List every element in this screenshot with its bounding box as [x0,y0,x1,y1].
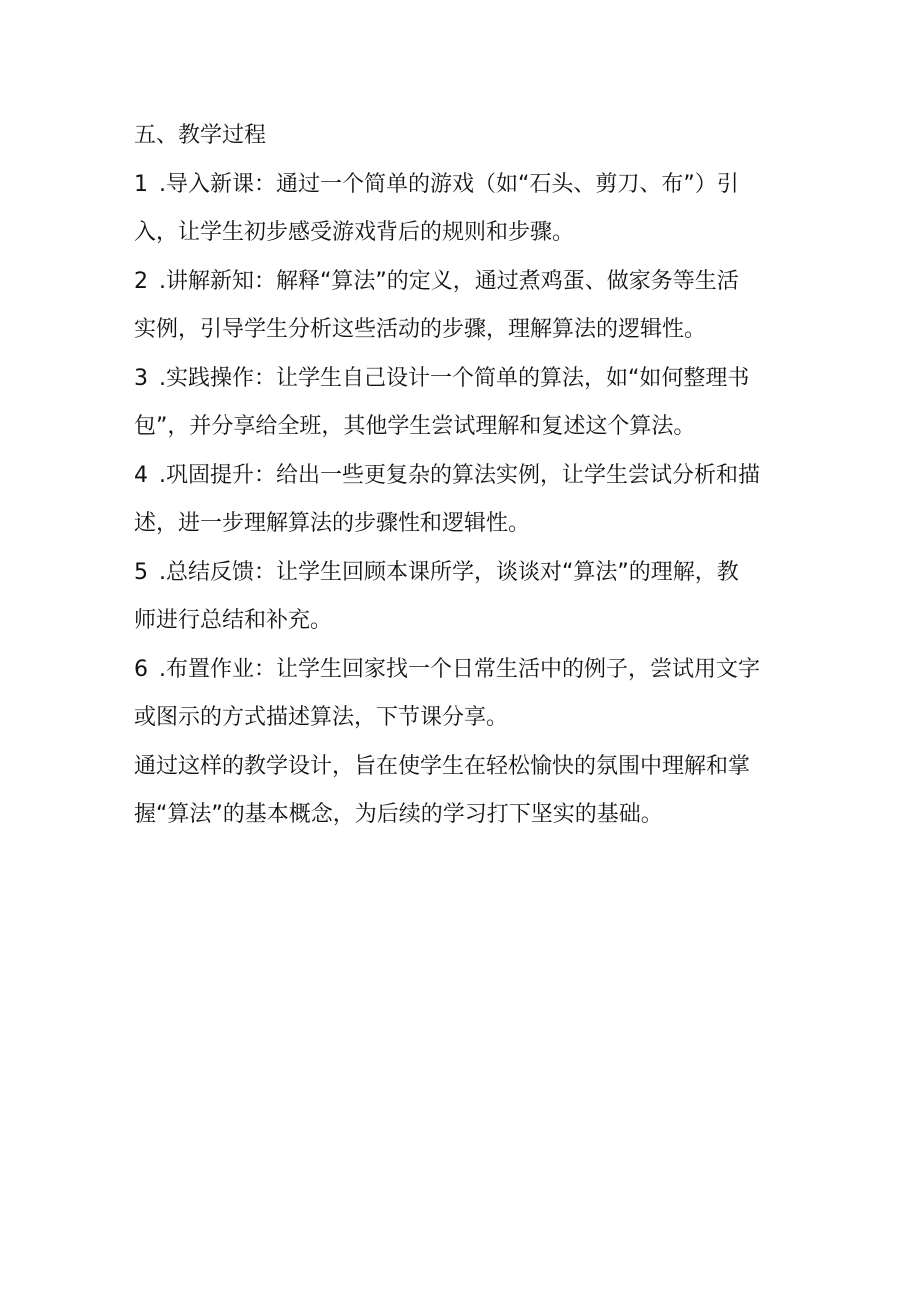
step-line [134,549,794,598]
step-continuation: 入，让学生初步感受游戏背后的规则和步骤。 [134,220,575,245]
step-number: 3 [134,365,148,391]
conclusion-paragraph [134,743,794,840]
step-text: .布置作业：让学生回家找一个日常生活中的例子，尝试用文字 [152,656,760,682]
step-item [134,258,794,355]
conclusion-line: 握“算法”的基本概念，为后续的学习打下坚实的基础。 [134,802,663,827]
step-continuation: 述，进一步理解算法的步骤性和逻辑性。 [134,511,531,536]
step-number: 1 [134,171,148,197]
conclusion-line: 通过这样的教学设计，旨在使学生在轻松愉快的氛围中理解和掌 [134,753,751,779]
step-item [134,452,794,549]
step-item [134,549,794,646]
step-line [134,452,794,501]
step-item [134,646,794,743]
step-number: 4 [134,462,148,488]
step-text: .实践操作：让学生自己设计一个简单的算法，如“如何整理书 [152,365,750,391]
step-item [134,161,794,258]
step-line [134,161,794,210]
step-number: 5 [134,559,148,585]
document-body [134,112,794,840]
step-text: .讲解新知：解释“算法”的定义，通过煮鸡蛋、做家务等生活 [152,268,739,294]
step-number: 2 [134,268,148,294]
step-item [134,355,794,452]
step-text: .巩固提升：给出一些更复杂的算法实例，让学生尝试分析和描 [152,462,760,488]
step-number: 6 [134,656,148,682]
step-line [134,355,794,404]
step-text: .导入新课：通过一个简单的游戏（如“石头、剪刀、布”）引 [152,171,739,197]
step-continuation: 或图示的方式描述算法，下节课分享。 [134,705,509,730]
step-continuation: 包”，并分享给全班，其他学生尝试理解和复述这个算法。 [134,414,696,439]
step-text: .总结反馈：让学生回顾本课所学，谈谈对“算法”的理解，教 [152,559,739,585]
step-continuation: 师进行总结和补充。 [134,608,333,633]
step-continuation: 实例，引导学生分析这些活动的步骤，理解算法的逻辑性。 [134,317,707,342]
step-line [134,258,794,307]
step-line [134,646,794,695]
section-heading: 五、教学过程 [134,123,267,148]
